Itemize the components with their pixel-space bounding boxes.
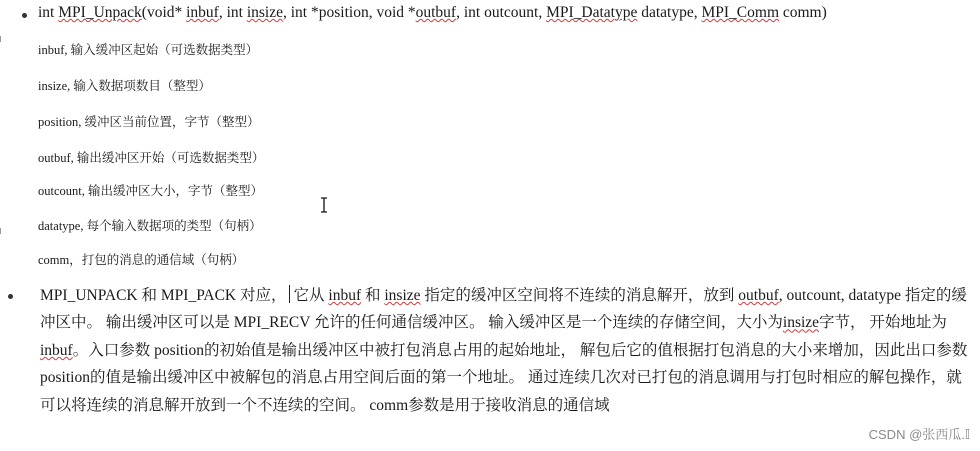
param-name: position (38, 115, 79, 129)
param-desc: , 输出缓冲区开始（可选数据类型） (70, 151, 265, 165)
para-text: 指定的缓冲区空间将不连续的消息解开，放到 (420, 287, 739, 304)
description-paragraph (40, 282, 970, 419)
para-text: MPI_UNPACK 和 MPI_PACK 对应， (40, 287, 287, 304)
param-name: outcount (38, 184, 82, 198)
sig-function-name: MPI_Unpack (58, 4, 142, 21)
sig-prefix: int (38, 4, 59, 21)
para-text: 字节， 开始地址为 (819, 314, 947, 332)
sig-text: datatype, (637, 4, 702, 21)
para-term-inbuf: inbuf (328, 287, 362, 304)
para-text: 它从 (293, 287, 329, 304)
csdn-watermark: CSDN @张西瓜.𝕀 (868, 427, 970, 442)
param-name: insize (38, 79, 68, 93)
param-name: comm (38, 253, 70, 267)
param-item-insize (38, 76, 211, 94)
param-desc: , 输入数据项数目（整型） (67, 79, 211, 93)
param-item-outcount (38, 181, 263, 199)
text-cursor-icon (319, 197, 329, 213)
bullet-signature (22, 13, 27, 18)
param-name: datatype (38, 219, 81, 233)
param-item-comm (38, 250, 244, 268)
edge-mark (0, 228, 4, 234)
param-item-outbuf (38, 148, 264, 166)
param-item-datatype (38, 216, 262, 234)
param-desc: ，打包的消息的通信域（句柄） (69, 253, 245, 267)
param-desc: , 输出缓冲区大小，字节（整型） (81, 184, 264, 198)
sig-text: , int *position, void * (283, 4, 416, 21)
param-desc: , 每个输入数据项的类型（句柄） (80, 219, 262, 233)
sig-text: (void* (141, 4, 187, 21)
sig-param-inbuf: inbuf (186, 4, 219, 21)
param-item-position (38, 112, 260, 130)
param-desc: , 输入缓冲区起始（可选数据类型） (64, 43, 259, 57)
param-name: inbuf (38, 43, 65, 57)
para-term-insize: insize (384, 287, 421, 304)
bullet-paragraph (8, 294, 13, 299)
para-term-inbuf: inbuf (40, 341, 73, 359)
sig-type-comm: MPI_Comm (701, 4, 779, 21)
para-text: 。入口参数 position的初始值是输出缓冲区中被打包消息占用的起始地址， 解包后它的值根据打包消息的大小来增加，因此出口参数 position的值是输出缓冲区中被解包的消息占用空间后面的第一个地址。 通过连续几次对已打包的消息调用与打包时相应的解包操作，就可以将连续的消息解开放到一个不连续的空间。 comm参数是用于接收消息的通信域 (40, 341, 968, 414)
param-name: outbuf (38, 151, 71, 165)
sig-text: , int outcount, (456, 4, 547, 21)
param-desc: , 缓冲区当前位置，字节（整型） (78, 115, 260, 129)
para-text: 和 (361, 287, 385, 304)
function-signature (38, 4, 978, 22)
sig-param-outbuf: outbuf (415, 4, 457, 21)
sig-param-insize: insize (246, 4, 283, 21)
para-term-insize: insize (782, 314, 820, 332)
sig-type-datatype: MPI_Datatype (546, 4, 638, 21)
sig-text: , int (218, 4, 247, 21)
sig-text: comm) (779, 4, 827, 21)
para-term-outbuf: outbuf (738, 287, 779, 304)
para-text: , outcount, datatype 指定的缓冲区中。 输出缓冲区可以是 MPI_RECV 允许的任何通信缓冲区。 输入缓冲区是一个连续的存储空间，大小为 (40, 287, 967, 332)
param-item-inbuf (38, 40, 258, 58)
edge-mark (0, 36, 4, 42)
text-caret (289, 285, 290, 303)
